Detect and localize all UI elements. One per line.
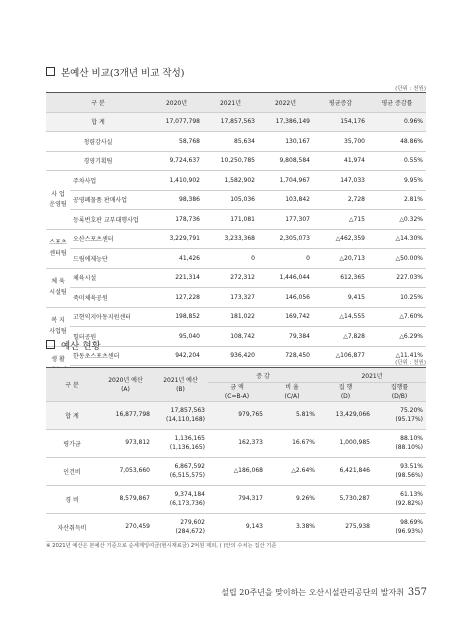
row-label: 자산취득비 [46, 514, 98, 542]
cell-value: 75.20% (95.17%) [373, 402, 426, 430]
cell-value: 9.26% [266, 486, 318, 514]
cell-value: △462,359 [313, 229, 368, 249]
table-row [46, 327, 426, 347]
cell-value: 61.13% (92.82%) [373, 486, 426, 514]
cell-value: 227.03% [368, 268, 426, 288]
col-header-execrate: 집행률 (D/B) [373, 383, 426, 402]
col-header-ratio: 비 율 (C/A) [266, 383, 318, 402]
cell-value: △2.64% [266, 458, 318, 486]
group-label: 스포츠 센터팀 [46, 229, 70, 268]
cell-value: 2.81% [368, 190, 426, 210]
cell-value: △14.30% [368, 229, 426, 249]
col-header-2021-exec: 2021년 [318, 368, 426, 383]
cell-value: 147,033 [313, 171, 368, 191]
cell-value: △7.60% [368, 307, 426, 327]
row-label: 주차사업 [70, 171, 150, 191]
group-label: 사 업 운영팀 [46, 171, 70, 230]
cell-value: △50.00% [368, 249, 426, 269]
cell-value: 41,426 [150, 249, 203, 269]
col-header-2021: 2021년 예산 (B) [153, 368, 208, 402]
square-bullet-icon [46, 340, 55, 349]
budget-comparison-table [46, 92, 426, 386]
cell-value: 171,081 [203, 210, 258, 230]
table-row [46, 430, 426, 458]
cell-value: △7,828 [313, 327, 368, 347]
cell-value: △6.29% [368, 327, 426, 347]
cell-value: 0.96% [368, 112, 426, 132]
col-header-amount: 금 액 (C=B-A) [208, 383, 266, 402]
cell-value: 169,742 [258, 307, 313, 327]
cell-value: 0.55% [368, 151, 426, 171]
cell-value: 103,842 [258, 190, 313, 210]
cell-value: △186,068 [208, 458, 266, 486]
cell-value: 16.67% [266, 430, 318, 458]
row-label: 오산스포츠센터 [70, 229, 150, 249]
col-header: 2022년 [258, 93, 313, 113]
cell-value: 936,420 [203, 346, 258, 366]
table-row [46, 458, 426, 486]
cell-value: 5.81% [266, 402, 318, 430]
col-header-2020: 2020년 예산 (A) [98, 368, 153, 402]
row-label: 인건비 [46, 458, 98, 486]
cell-value: 1,136,165 (1,136,165) [153, 430, 208, 458]
cell-value: 130,167 [258, 132, 313, 152]
cell-value: 10,250,785 [203, 151, 258, 171]
cell-value: 0 [203, 249, 258, 269]
cell-value: 9.95% [368, 171, 426, 191]
cell-value: 973,812 [98, 430, 153, 458]
cell-value: 181,022 [203, 307, 258, 327]
cell-value: 10.25% [368, 288, 426, 308]
table-row [46, 486, 426, 514]
cell-value: 6,421,846 [318, 458, 373, 486]
row-label: 청렴감사실 [46, 132, 150, 152]
cell-value: 178,736 [150, 210, 203, 230]
cell-value: 41,974 [313, 151, 368, 171]
cell-value: 162,373 [208, 430, 266, 458]
cell-value: 2,728 [313, 190, 368, 210]
row-label: 합 계 [46, 112, 150, 132]
row-label: 힐터공원 [70, 327, 150, 347]
cell-value: △715 [313, 210, 368, 230]
row-label: 공영폐물품 판매사업 [70, 190, 150, 210]
cell-value: 16,877,798 [98, 402, 153, 430]
row-label: 고현익지아동지원센터 [70, 307, 150, 327]
cell-value: 13,429,066 [318, 402, 373, 430]
row-label: 죽미체육공원 [70, 288, 150, 308]
table-row [46, 229, 426, 249]
col-header: 2020년 [150, 93, 203, 113]
cell-value: 9,415 [313, 288, 368, 308]
cell-value: 85,634 [203, 132, 258, 152]
cell-value: 3,233,368 [203, 229, 258, 249]
group-label: 생 활 [46, 346, 70, 385]
footer-title: 설립 20주년을 맞이하는 오산시설관리공단의 발자취 [221, 588, 404, 597]
row-label: 경영기획팀 [46, 151, 150, 171]
cell-value: 17,386,149 [258, 112, 313, 132]
section2-title: 예산 현황 [46, 338, 101, 352]
cell-value: 95,040 [150, 327, 203, 347]
cell-value: 2,305,073 [258, 229, 313, 249]
cell-value: 1,582,902 [203, 171, 258, 191]
row-label: 드림에제능단 [70, 249, 150, 269]
row-label: 체육시설 [70, 268, 150, 288]
cell-value: 93.51% (98.56%) [373, 458, 426, 486]
cell-value: 7,053,660 [98, 458, 153, 486]
cell-value: 154,176 [313, 112, 368, 132]
section1-title: 본예산 비교(3개년 비교 작성) [46, 65, 184, 79]
cell-value: 1,446,044 [258, 268, 313, 288]
table-row [46, 268, 426, 288]
cell-value: 198,852 [150, 307, 203, 327]
cell-value: 17,857,563 [203, 112, 258, 132]
col-header-exec: 집 행 (D) [318, 383, 373, 402]
table-row [46, 346, 426, 366]
cell-value: 17,077,798 [150, 112, 203, 132]
cell-value: 105,036 [203, 190, 258, 210]
table-row [46, 210, 426, 230]
col-header: 평균 증감률 [368, 93, 426, 113]
cell-value: △14,555 [313, 307, 368, 327]
section1-unit: (단위 : 천원) [395, 86, 426, 92]
cell-value: 275,938 [318, 514, 373, 542]
cell-value: 35,700 [313, 132, 368, 152]
col-header: 2021년 [203, 93, 258, 113]
cell-value: △106,877 [313, 346, 368, 366]
group-label: 복 지 사업팀 [46, 307, 70, 346]
cell-value: 146,056 [258, 288, 313, 308]
cell-value: △11.41% [368, 346, 426, 366]
footnote: ※ 2021년 예산은 본예산 기준으로 순세계잉여금(현시재료금) 2억원 제외, ( )안의 수치는 집산 기준 [46, 543, 277, 549]
cell-value: 221,314 [150, 268, 203, 288]
col-header: 구 분 [46, 93, 150, 113]
row-label: 등록번호판 교부대행사업 [70, 210, 150, 230]
cell-value: 173,327 [203, 288, 258, 308]
row-label: 합 계 [46, 402, 98, 430]
table-row [46, 514, 426, 542]
table-row [46, 132, 426, 152]
cell-value: 5,730,287 [318, 486, 373, 514]
cell-value: 48.86% [368, 132, 426, 152]
cell-value: 108,742 [203, 327, 258, 347]
table-row [46, 249, 426, 269]
col-header: 평균증감 [313, 93, 368, 113]
cell-value: 9,808,584 [258, 151, 313, 171]
group-label: 체 육 시설팀 [46, 268, 70, 307]
cell-value: 1,000,985 [318, 430, 373, 458]
cell-value: 1,410,902 [150, 171, 203, 191]
cell-value: 0 [258, 249, 313, 269]
cell-value: △0.32% [368, 210, 426, 230]
table-row [46, 151, 426, 171]
row-label: 한동초스포츠센터 [70, 346, 150, 366]
cell-value: 979,765 [208, 402, 266, 430]
table-row-total [46, 112, 426, 132]
section2-unit: (단위 : 천원) [395, 360, 426, 366]
table-row [46, 171, 426, 191]
cell-value: 177,307 [258, 210, 313, 230]
square-bullet-icon [46, 67, 55, 76]
cell-value: 6,867,592 (6,515,575) [153, 458, 208, 486]
cell-value: 98.69% (96.93%) [373, 514, 426, 542]
cell-value: 612,365 [313, 268, 368, 288]
cell-value: 98,386 [150, 190, 203, 210]
cell-value: 279,602 (284,672) [153, 514, 208, 542]
cell-value: 8,579,867 [98, 486, 153, 514]
cell-value: 794,317 [208, 486, 266, 514]
row-label: 경 비 [46, 486, 98, 514]
cell-value: 127,228 [150, 288, 203, 308]
cell-value: 728,450 [258, 346, 313, 366]
col-header-change: 증 감 [208, 368, 318, 383]
row-label: 평가금 [46, 430, 98, 458]
col-header-gubun: 구 분 [46, 368, 98, 402]
cell-value: 9,724,637 [150, 151, 203, 171]
cell-value: 79,384 [258, 327, 313, 347]
table-row [46, 190, 426, 210]
cell-value: 942,204 [150, 346, 203, 366]
page-number: 357 [407, 587, 427, 598]
table-row [46, 402, 426, 430]
cell-value: 9,374,184 (6,173,736) [153, 486, 208, 514]
cell-value: 17,857,563 (14,110,168) [153, 402, 208, 430]
cell-value: △20,713 [313, 249, 368, 269]
cell-value: 88.10% (88.10%) [373, 430, 426, 458]
budget-status-table [46, 367, 426, 542]
cell-value: 9,143 [208, 514, 266, 542]
cell-value: 3.38% [266, 514, 318, 542]
cell-value: 3,229,791 [150, 229, 203, 249]
cell-value: 58,768 [150, 132, 203, 152]
cell-value: 270,459 [98, 514, 153, 542]
cell-value: 1,704,967 [258, 171, 313, 191]
page-footer [221, 587, 427, 598]
table-row [46, 307, 426, 327]
table-row [46, 288, 426, 308]
cell-value: 272,312 [203, 268, 258, 288]
